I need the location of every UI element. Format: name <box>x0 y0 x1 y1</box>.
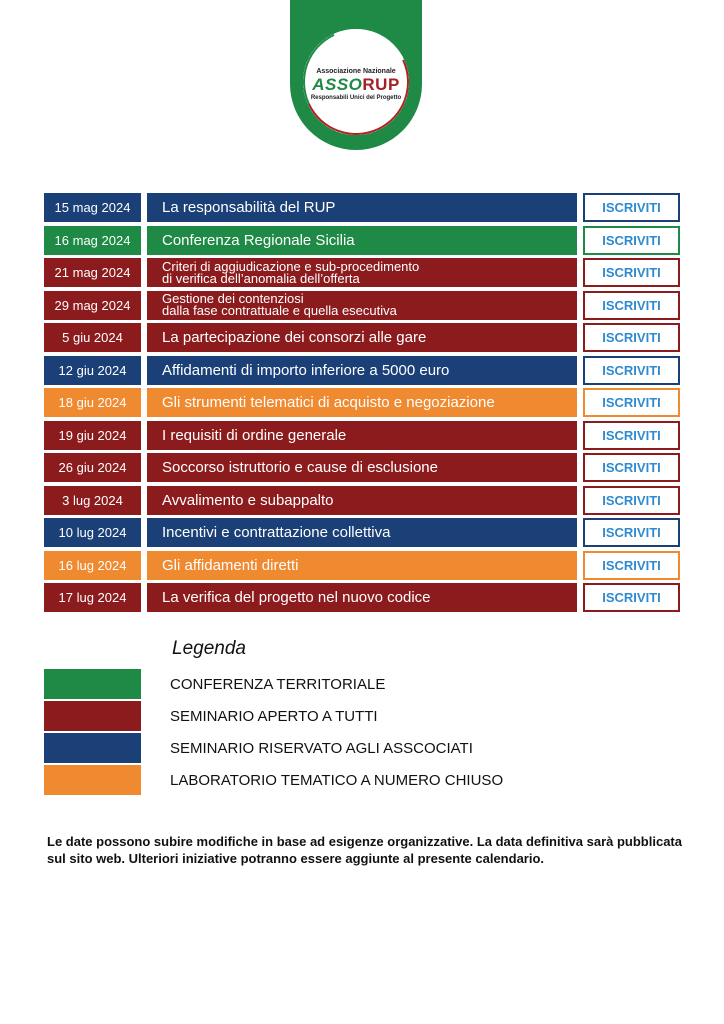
legend-item <box>44 669 644 699</box>
iscriviti-button[interactable]: ISCRIVITI <box>583 518 680 547</box>
event-row <box>44 388 680 417</box>
event-date: 19 giu 2024 <box>44 421 141 450</box>
legend-item <box>44 701 644 731</box>
event-date: 10 lug 2024 <box>44 518 141 547</box>
logo-brand-rup: RUP <box>362 75 400 94</box>
event-row <box>44 421 680 450</box>
event-date: 12 giu 2024 <box>44 356 141 385</box>
event-date: 15 mag 2024 <box>44 193 141 222</box>
iscriviti-button[interactable]: ISCRIVITI <box>583 421 680 450</box>
event-title: Avvalimento e subappalto <box>147 486 577 515</box>
legend-swatch <box>44 669 141 699</box>
event-row <box>44 193 680 222</box>
legend-item <box>44 765 644 795</box>
event-title <box>147 291 577 320</box>
legend-swatch <box>44 733 141 763</box>
legend-swatch <box>44 701 141 731</box>
event-date: 5 giu 2024 <box>44 323 141 352</box>
event-date: 16 mag 2024 <box>44 226 141 255</box>
iscriviti-button[interactable]: ISCRIVITI <box>583 453 680 482</box>
event-date: 21 mag 2024 <box>44 258 141 287</box>
event-row <box>44 226 680 255</box>
legend-label: CONFERENZA TERRITORIALE <box>170 675 386 693</box>
event-date: 29 mag 2024 <box>44 291 141 320</box>
event-date: 17 lug 2024 <box>44 583 141 612</box>
event-title: La partecipazione dei consorzi alle gare <box>147 323 577 352</box>
iscriviti-button[interactable]: ISCRIVITI <box>583 258 680 287</box>
legend-label: SEMINARIO RISERVATO AGLI ASSCOCIATI <box>170 739 473 757</box>
event-date: 26 giu 2024 <box>44 453 141 482</box>
event-row <box>44 356 680 385</box>
event-row <box>44 323 680 352</box>
iscriviti-button[interactable]: ISCRIVITI <box>583 323 680 352</box>
event-title: Conferenza Regionale Sicilia <box>147 226 577 255</box>
event-title <box>147 258 577 287</box>
iscriviti-button[interactable]: ISCRIVITI <box>583 291 680 320</box>
event-date: 16 lug 2024 <box>44 551 141 580</box>
event-calendar <box>44 193 680 616</box>
iscriviti-button[interactable]: ISCRIVITI <box>583 486 680 515</box>
event-row <box>44 453 680 482</box>
iscriviti-button[interactable]: ISCRIVITI <box>583 583 680 612</box>
legend-title: Legenda <box>172 638 246 659</box>
event-row <box>44 291 680 320</box>
iscriviti-button[interactable]: ISCRIVITI <box>583 226 680 255</box>
iscriviti-button[interactable]: ISCRIVITI <box>583 193 680 222</box>
event-row <box>44 258 680 287</box>
event-row <box>44 486 680 515</box>
logo-top-text: Associazione Nazionale <box>316 68 396 75</box>
event-title: Soccorso istruttorio e cause di esclusione <box>147 453 577 482</box>
iscriviti-button[interactable]: ISCRIVITI <box>583 388 680 417</box>
footer-note: Le date possono subire modifiche in base ad esigenze organizzative. La data definitiva sarà pubblicata sul sito web. Ulteriori iniziative potranno essere aggiunte al presente calendario. <box>47 834 682 866</box>
logo-brand <box>303 76 409 94</box>
legend-label: SEMINARIO APERTO A TUTTI <box>170 707 378 725</box>
logo-brand-asso: ASSO <box>312 75 363 94</box>
iscriviti-button[interactable]: ISCRIVITI <box>583 551 680 580</box>
legend-swatch <box>44 765 141 795</box>
event-title: I requisiti di ordine generale <box>147 421 577 450</box>
event-row <box>44 551 680 580</box>
event-title-line1: Gestione dei contenziosi <box>162 291 304 306</box>
event-title: La verifica del progetto nel nuovo codice <box>147 583 577 612</box>
event-title: Gli strumenti telematici di acquisto e negoziazione <box>147 388 577 417</box>
event-title-line2: dalla fase contrattuale e quella esecutiva <box>162 303 397 318</box>
event-title-line1: Criteri di aggiudicazione e sub-procedimento <box>162 258 420 274</box>
event-title: Gli affidamenti diretti <box>147 551 577 580</box>
event-date: 3 lug 2024 <box>44 486 141 515</box>
logo-bottom-text: Responsabili Unici del Progetto <box>310 95 402 101</box>
event-title: La responsabilità del RUP <box>147 193 577 222</box>
event-date: 18 giu 2024 <box>44 388 141 417</box>
iscriviti-button[interactable]: ISCRIVITI <box>583 356 680 385</box>
legend-label: LABORATORIO TEMATICO A NUMERO CHIUSO <box>170 771 504 789</box>
event-row <box>44 518 680 547</box>
event-title: Affidamenti di importo inferiore a 5000 euro <box>147 356 577 385</box>
event-title-line2: di verifica dell’anomalia dell’offerta <box>162 270 360 286</box>
event-row <box>44 583 680 612</box>
legend-item <box>44 733 644 763</box>
event-title: Incentivi e contrattazione collettiva <box>147 518 577 547</box>
